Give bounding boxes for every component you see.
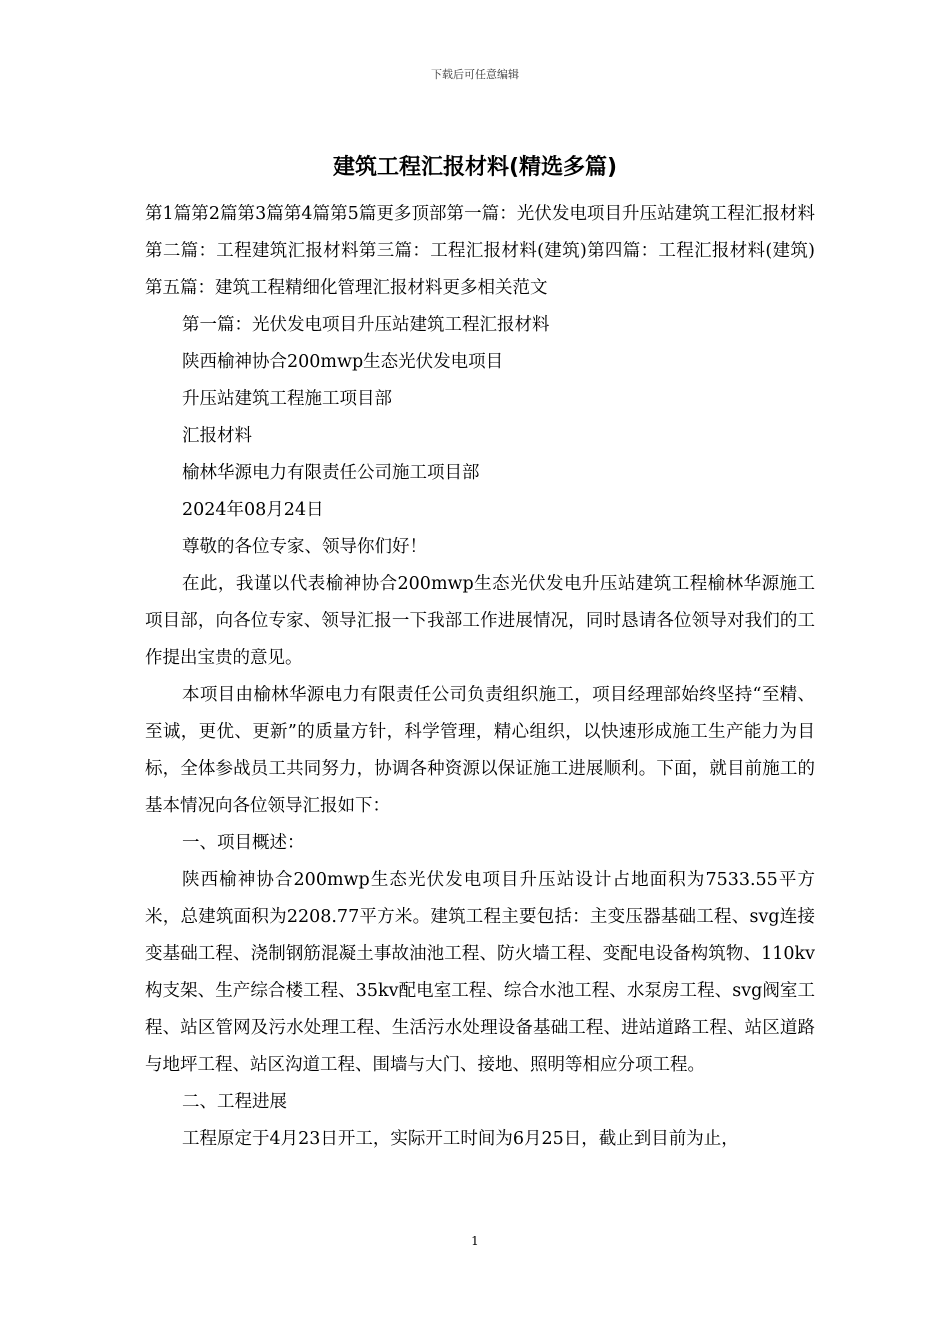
document-title: 建筑工程汇报材料(精选多篇) xyxy=(332,155,618,180)
paragraph: 本项目由榆林华源电力有限责任公司负责组织施工，项目经理部始终坚持“至精、至诚，更优、更新”的质量方针，科学管理，精心组织，以快速形成施工生产能力为目标，全体参战员工共同努力，协调各种资源以保证施工进展顺利。下面，就目前施工的基本情况向各位领导汇报如下： xyxy=(145,685,815,816)
paragraph: 工程原定于4月23日开工，实际开工时间为6月25日，截止到目前为止， xyxy=(182,1129,739,1149)
paragraph: 陕西榆神协合200mwp生态光伏发电项目升压站设计占地面积为7533.55平方米，总建筑面积为2208.77平方米。建筑工程主要包括：主变压器基础工程、svg连接变基础工程、浇制钢筋混凝土事故油池工程、防火墙工程、变配电设备构筑物、110kv构支架、生产综合楼工程、35kv配电室工程、综合水池工程、水泵房工程、svg阀室工程、站区管网及污水处理工程、生活污水处理设备基础工程、进站道路工程、站区道路与地坪工程、站区沟道工程、围墙与大门、接地、照明等相应分项工程。 xyxy=(145,870,815,1075)
paragraph: 2024年08月24日 xyxy=(182,500,324,520)
paragraph: 第一篇：光伏发电项目升压站建筑工程汇报材料 xyxy=(182,315,550,335)
paragraph: 在此，我谨以代表榆神协合200mwp生态光伏发电升压站建筑工程榆林华源施工项目部，向各位专家、领导汇报一下我部工作进展情况，同时恳请各位领导对我们的工作提出宝贵的意见。 xyxy=(145,574,815,668)
paragraph: 陕西榆神协合200mwp生态光伏发电项目 xyxy=(182,352,504,372)
section-heading: 二、工程进展 xyxy=(182,1092,287,1112)
page-number: 1 xyxy=(471,1234,479,1248)
header-note: 下载后可任意编辑 xyxy=(431,68,519,81)
paragraph: 榆林华源电力有限责任公司施工项目部 xyxy=(182,463,480,483)
table-of-contents: 第1篇第2篇第3篇第4篇第5篇更多顶部第一篇：光伏发电项目升压站建筑工程汇报材料第二篇：工程建筑汇报材料第三篇：工程汇报材料(建筑)第四篇：工程汇报材料(建筑)第五篇：建筑工程精细化管理汇报材料更多相关范文 xyxy=(145,204,815,298)
paragraph: 汇报材料 xyxy=(182,426,252,446)
paragraph: 升压站建筑工程施工项目部 xyxy=(182,389,392,409)
section-heading: 一、项目概述： xyxy=(182,833,305,853)
paragraph: 尊敬的各位专家、领导你们好！ xyxy=(182,537,427,557)
document-body xyxy=(145,196,815,1158)
